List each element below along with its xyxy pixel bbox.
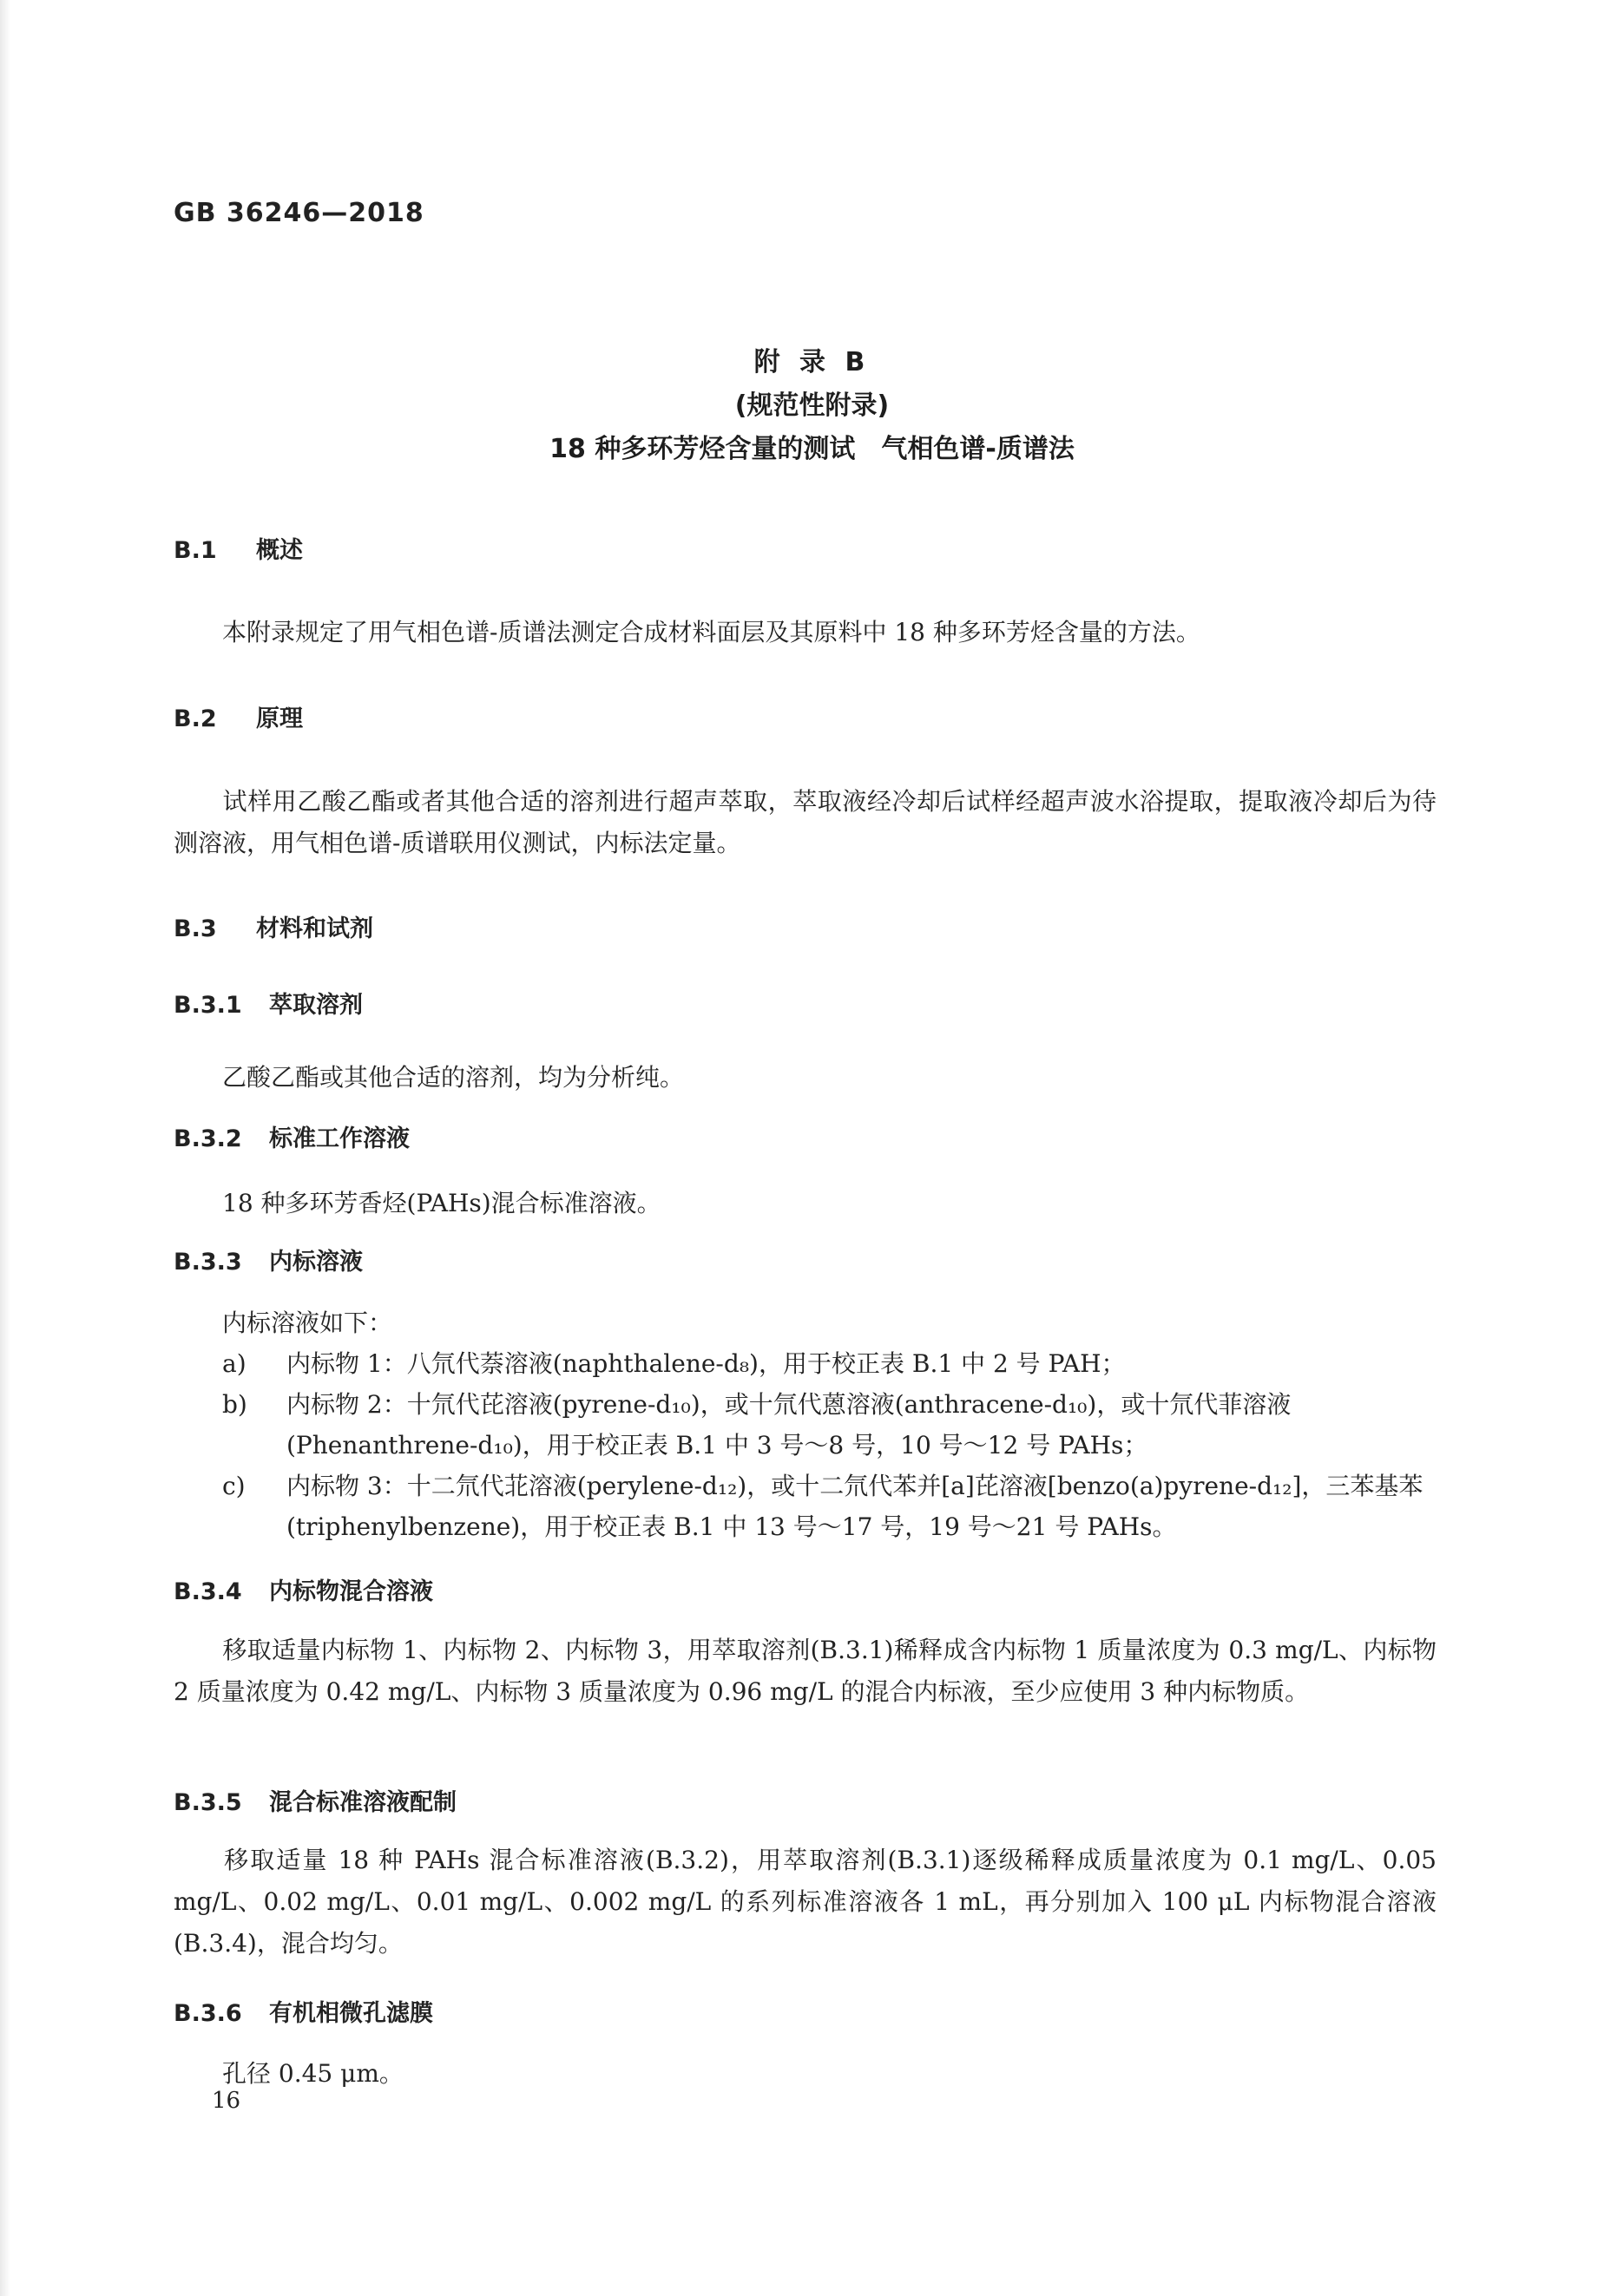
section-b33-intro: 内标溶液如下： xyxy=(222,1309,393,1337)
document-code: GB 36246—2018 xyxy=(174,198,424,228)
appendix-heading: 18 种多环芳烃含量的测试 气相色谱-质谱法 xyxy=(549,434,1075,464)
section-number: B.3.1 xyxy=(174,992,242,1019)
section-title: 内标物混合溶液 xyxy=(269,1578,433,1605)
section-number: B.1 xyxy=(174,537,217,564)
section-b31-text: 乙酸乙酯或其他合适的溶剂，均为分析纯。 xyxy=(222,1063,685,1092)
page-number: 16 xyxy=(212,2088,241,2114)
section-b32-heading xyxy=(174,1119,410,1153)
section-title: 材料和试剂 xyxy=(256,915,373,942)
section-title: 混合标准溶液配制 xyxy=(269,1789,457,1816)
list-item-label: c) xyxy=(222,1472,246,1500)
section-number: B.3.3 xyxy=(174,1249,242,1276)
section-b32-text: 18 种多环芳香烃(PAHs)混合标准溶液。 xyxy=(222,1189,661,1217)
section-b2-paragraph xyxy=(174,781,1437,864)
appendix-title: 附 录 B xyxy=(753,347,871,377)
section-number: B.3.4 xyxy=(174,1578,242,1605)
appendix-subtitle: (规范性附录) xyxy=(734,390,890,421)
list-item-text: 内标物 1：八氘代萘溶液(naphthalene-d₈)，用于校正表 B.1 中 2 号 PAH； xyxy=(286,1349,1126,1378)
section-number: B.3.5 xyxy=(174,1789,242,1816)
paragraph-text: 本附录规定了用气相色谱-质谱法测定合成材料面层及其原料中 18 种多环芳烃含量的方法。 xyxy=(222,618,1200,646)
section-b33-heading xyxy=(174,1243,363,1276)
paragraph-text: 移取适量 18 种 PAHs 混合标准溶液(B.3.2)，用萃取溶剂(B.3.1)逐级稀释成质量浓度为 0.1 mg/L、0.05 mg/L、0.02 mg/L、0.01 mg/L、0.002 mg/L 的系列标准溶液各 1 mL，再分别加入 100 μL 内标物混合溶液(B.3.4)，混合均匀。 xyxy=(174,1846,1437,1958)
section-b36-heading xyxy=(174,1994,433,2028)
section-b1-paragraph xyxy=(174,612,1437,653)
list-item-label: a) xyxy=(222,1349,247,1378)
section-number: B.3 xyxy=(174,915,217,942)
section-b35-heading xyxy=(174,1783,457,1817)
section-title: 有机相微孔滤膜 xyxy=(269,2000,433,2027)
section-b3-heading xyxy=(174,909,373,943)
section-b35-paragraph xyxy=(174,1840,1437,1965)
section-title: 萃取溶剂 xyxy=(269,992,363,1019)
paragraph-text: 移取适量内标物 1、内标物 2、内标物 3，用萃取溶剂(B.3.1)稀释成含内标物 1 质量浓度为 0.3 mg/L、内标物 2 质量浓度为 0.42 mg/L、内标物 3 质量浓度为 0.96 mg/L 的混合内标液，至少应使用 3 种内标物质。 xyxy=(174,1636,1437,1706)
section-number: B.3.6 xyxy=(174,2000,242,2027)
section-b36-text: 孔径 0.45 μm。 xyxy=(222,2059,404,2088)
section-number: B.3.2 xyxy=(174,1125,242,1152)
list-item xyxy=(222,1343,1437,1384)
section-b2-heading xyxy=(174,699,303,733)
list-item xyxy=(222,1384,1437,1466)
list-item-label: b) xyxy=(222,1390,247,1419)
list-item xyxy=(222,1466,1437,1547)
section-title: 原理 xyxy=(256,705,303,732)
paragraph-text: 试样用乙酸乙酯或者其他合适的溶剂进行超声萃取，萃取液经冷却后试样经超声波水浴提取，提取液冷却后为待测溶液，用气相色谱-质谱联用仪测试，内标法定量。 xyxy=(174,787,1437,857)
section-b34-heading xyxy=(174,1572,433,1606)
section-b1-heading xyxy=(174,531,303,565)
section-b31-heading xyxy=(174,986,363,1020)
section-number: B.2 xyxy=(174,705,217,732)
section-title: 标准工作溶液 xyxy=(269,1125,410,1152)
list-item-text: 内标物 3：十二氘代苝溶液(perylene-d₁₂)，或十二氘代苯并[a]芘溶液[benzo(a)pyrene-d₁₂]，三苯基苯(triphenylbenzene)，用于校正表 B.1 中 13 号～17 号，19 号～21 号 PAHs。 xyxy=(286,1472,1423,1541)
list-item-text: 内标物 2：十氘代芘溶液(pyrene-d₁₀)，或十氘代蒽溶液(anthracene-d₁₀)，或十氘代菲溶液(Phenanthrene-d₁₀)，用于校正表 B.1 中 3 号～8 号，10 号～12 号 PAHs； xyxy=(286,1390,1292,1460)
section-title: 概述 xyxy=(256,537,303,564)
section-b34-paragraph xyxy=(174,1630,1437,1713)
section-title: 内标溶液 xyxy=(269,1249,363,1276)
